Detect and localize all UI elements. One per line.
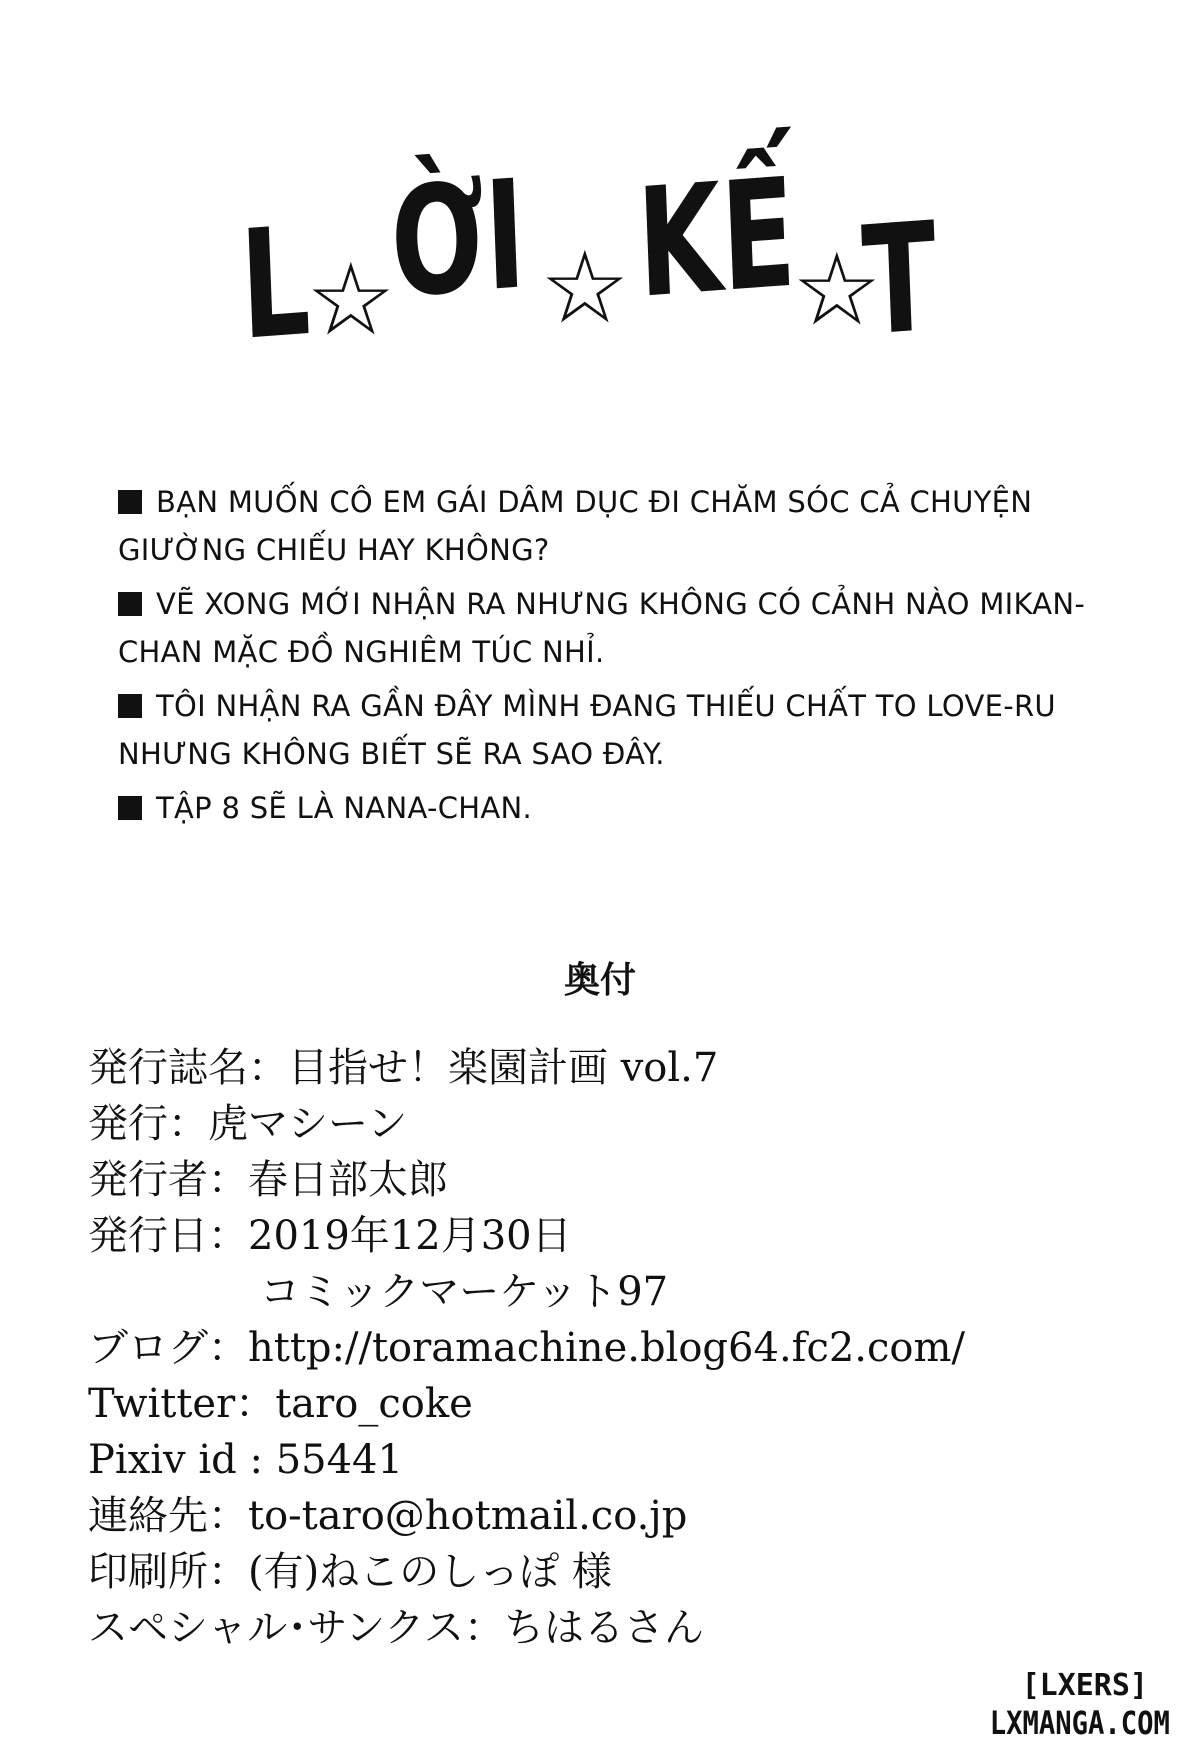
square-bullet-icon [118, 796, 142, 820]
square-bullet-icon [118, 592, 142, 616]
colophon-separator: ： [168, 1101, 208, 1147]
colophon-separator: ： [248, 1045, 288, 1091]
colophon-separator: : [236, 1437, 276, 1483]
afterword-notes [118, 478, 1098, 838]
colophon-label: 発行日 [88, 1213, 208, 1259]
star-icon: ☆ [792, 231, 882, 348]
colophon-row-printer [88, 1544, 1168, 1600]
watermark-line-2: LXMANGA.COM [989, 1704, 1170, 1742]
colophon-value: taro_coke [275, 1381, 473, 1427]
colophon-row-twitter [88, 1376, 1168, 1432]
colophon-value: 2019年12月30日 [248, 1213, 572, 1259]
colophon-row-publisher [88, 1096, 1168, 1152]
colophon-value: コミックマーケット97 [260, 1269, 669, 1315]
colophon-value: 55441 [275, 1437, 403, 1483]
title-part-2: ỜI [387, 148, 529, 332]
colophon-value: 目指せ！楽園計画 vol.7 [288, 1045, 719, 1091]
colophon-label: 発行誌名 [88, 1045, 248, 1091]
note-item [118, 478, 1098, 574]
note-item [118, 580, 1098, 676]
colophon-row-blog [88, 1320, 1168, 1376]
colophon-separator: ： [208, 1325, 248, 1371]
colophon-label: スペシャル･サンクス [88, 1605, 464, 1651]
colophon [88, 1040, 1168, 1656]
note-item [118, 682, 1098, 778]
title-part-1: L [237, 195, 313, 374]
note-text: VẼ XONG MỚI NHẬN RA NHƯNG KHÔNG CÓ CẢNH NÀO MIKAN-CHAN MẶC ĐỒ NGHIÊM TÚC NHỈ. [118, 587, 1086, 669]
colophon-label: 印刷所 [88, 1549, 208, 1595]
colophon-value: (有)ねこのしっぽ 様 [248, 1549, 612, 1595]
colophon-row-contact [88, 1488, 1168, 1544]
watermark-line-1: [LXERS] [1021, 1668, 1148, 1703]
colophon-separator: ： [464, 1605, 504, 1651]
star-icon: ☆ [306, 241, 396, 358]
note-text: BẠN MUỐN CÔ EM GÁI DÂM DỤC ĐI CHĂM SÓC CẢ CHUYỆN GIƯỜNG CHIẾU HAY KHÔNG? [118, 485, 1033, 567]
colophon-separator: ： [208, 1157, 248, 1203]
colophon-row-author [88, 1152, 1168, 1208]
colophon-heading: 奥付 [563, 959, 636, 1001]
colophon-separator: ： [208, 1549, 248, 1595]
watermark [958, 1668, 1170, 1742]
note-item [118, 784, 1098, 832]
colophon-label: Pixiv id [88, 1437, 237, 1483]
colophon-label: 発行 [88, 1101, 168, 1147]
blog-link[interactable]: http://toramachine.blog64.fc2.com/ [248, 1325, 965, 1371]
square-bullet-icon [118, 490, 142, 514]
note-text: TÔI NHẬN RA GẦN ĐÂY MÌNH ĐANG THIẾU CHẤT TO LOVE-RU NHƯNG KHÔNG BIẾT SẼ RA SAO ĐÂY. [118, 689, 1056, 771]
colophon-value: 春日部太郎 [248, 1157, 448, 1203]
colophon-row-thanks [88, 1600, 1168, 1656]
colophon-row-event [88, 1264, 1168, 1320]
note-text: TẬP 8 SẼ LÀ NANA-CHAN. [156, 791, 533, 825]
colophon-label: 連絡先 [88, 1493, 208, 1539]
colophon-value: 虎マシーン [208, 1101, 408, 1147]
title-part-3: KẾ [634, 146, 799, 332]
colophon-row-title [88, 1040, 1168, 1096]
colophon-label: Twitter [88, 1381, 236, 1427]
colophon-separator: ： [208, 1213, 248, 1259]
colophon-separator: ： [208, 1493, 248, 1539]
colophon-row-date [88, 1208, 1168, 1264]
colophon-row-pixiv [88, 1432, 1168, 1488]
title-part-4: T [859, 190, 940, 370]
star-icon: ☆ [540, 229, 630, 346]
colophon-label: ブログ [88, 1325, 208, 1371]
square-bullet-icon [118, 694, 142, 718]
colophon-label: 発行者 [88, 1157, 208, 1203]
colophon-value: ちはるさん [504, 1605, 704, 1651]
email-link[interactable]: to-taro@hotmail.co.jp [248, 1493, 688, 1539]
afterword-title [0, 100, 1200, 374]
colophon-separator: ： [235, 1381, 276, 1427]
